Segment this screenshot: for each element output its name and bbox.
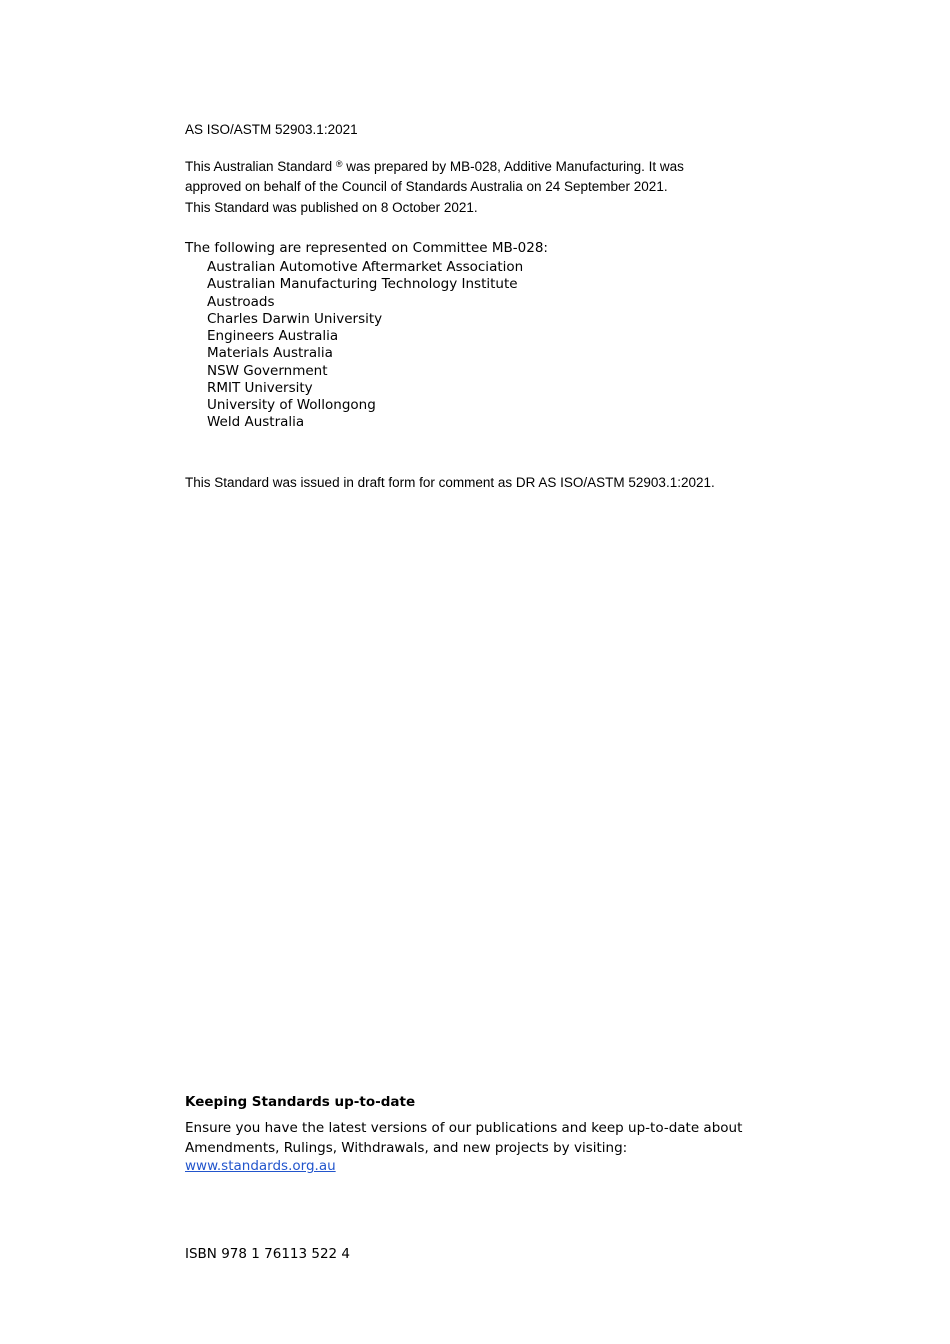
preparation-text-post: was prepared by MB-028, Additive Manufacturing. It was <box>346 159 684 174</box>
preparation-paragraph <box>185 155 684 196</box>
isbn: ISBN 978 1 76113 522 4 <box>185 1246 351 1262</box>
draft-note: This Standard was issued in draft form for comment as DR AS ISO/ASTM 52903.1:2021. <box>185 475 715 490</box>
keeping-text-line-1: Ensure you have the latest versions of our publications and keep up-to-date about <box>185 1120 743 1136</box>
committee-member: Weld Australia <box>207 414 305 431</box>
committee-member: Materials Australia <box>207 345 333 362</box>
standards-website-link[interactable]: www.standards.org.au <box>185 1158 336 1174</box>
committee-member: Austroads <box>207 293 275 310</box>
registered-mark: ® <box>335 159 343 169</box>
committee-member: Australian Manufacturing Technology Institute <box>207 276 518 293</box>
committee-member: University of Wollongong <box>207 397 376 413</box>
committee-intro: The following are represented on Committee MB-028: <box>185 240 548 256</box>
committee-member: Engineers Australia <box>207 328 339 344</box>
keeping-up-to-date-heading: Keeping Standards up-to-date <box>185 1094 416 1110</box>
committee-member: NSW Government <box>207 362 328 379</box>
keeping-text-line-2: Amendments, Rulings, Withdrawals, and new projects by visiting: <box>185 1139 628 1156</box>
preparation-line-2: approved on behalf of the Council of Standards Australia on 24 September 2021. <box>185 178 668 194</box>
committee-member: Australian Automotive Aftermarket Association <box>207 259 524 275</box>
keeping-up-to-date-text <box>185 1119 742 1158</box>
preparation-line-1 <box>185 155 684 177</box>
standard-id: AS ISO/ASTM 52903.1:2021 <box>185 122 358 137</box>
preparation-text-pre: This Australian Standard <box>185 159 333 174</box>
committee-member-list <box>207 259 523 432</box>
published-date: This Standard was published on 8 October 2021. <box>185 200 478 215</box>
committee-member: Charles Darwin University <box>207 310 383 327</box>
committee-member: RMIT University <box>207 379 313 396</box>
